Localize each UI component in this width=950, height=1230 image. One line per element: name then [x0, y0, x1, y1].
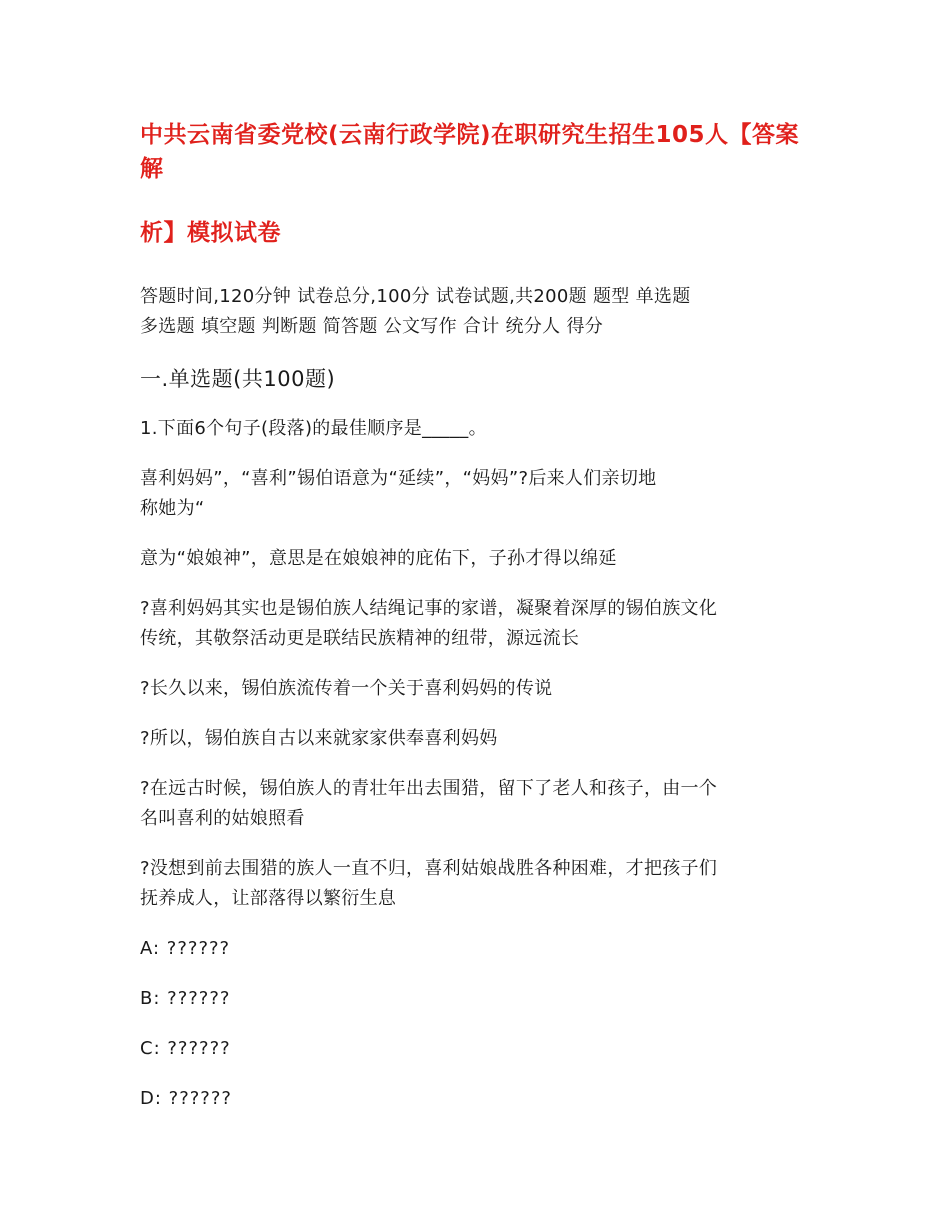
paragraph-1	[140, 464, 810, 524]
paragraph-2	[140, 544, 810, 574]
option-a: A: ??????	[140, 938, 231, 959]
paragraph-3-line-2: 传统，其敬祭活动更是联结民族精神的纽带，源远流长	[140, 628, 580, 649]
paragraph-7-line-2: 抚养成人，让部落得以繁衍生息	[140, 888, 397, 909]
section-heading: 一.单选题(共100题)	[140, 367, 336, 391]
question-stem: 1.下面6个句子(段落)的最佳顺序是_____。	[140, 418, 487, 439]
paragraph-4-line-1: ?长久以来，锡伯族流传着一个关于喜利妈妈的传说	[140, 678, 553, 699]
document-title	[140, 118, 810, 250]
paragraph-7-line-1: ?没想到前去围猎的族人一直不归，喜利姑娘战胜各种困难，才把孩子们	[140, 858, 718, 879]
paragraph-3	[140, 594, 810, 654]
question-1	[140, 414, 810, 1114]
document-page	[140, 118, 810, 1114]
exam-info	[140, 282, 810, 342]
exam-info-line-2: 多选题 填空题 判断题 简答题 公文写作 合计 统分人 得分	[140, 316, 604, 337]
paragraph-5	[140, 724, 810, 754]
paragraph-3-line-1: ?喜利妈妈其实也是锡伯族人结绳记事的家谱，凝聚着深厚的锡伯族文化	[140, 598, 718, 619]
paragraph-2-line-1: 意为“娘娘神”，意思是在娘娘神的庇佑下，子孙才得以绵延	[140, 548, 617, 569]
paragraph-6-line-2: 名叫喜利的姑娘照看	[140, 808, 305, 829]
paragraph-1-line-1: 喜利妈妈”，“喜利”锡伯语意为“延续”，“妈妈”?后来人们亲切地	[140, 468, 657, 489]
paragraph-1-line-2: 称她为“	[140, 498, 205, 519]
option-d: D: ??????	[140, 1088, 232, 1109]
paragraph-6	[140, 774, 810, 834]
paragraph-5-line-1: ?所以，锡伯族自古以来就家家供奉喜利妈妈	[140, 728, 498, 749]
paragraph-4	[140, 674, 810, 704]
title-line-2: 析】模拟试卷	[140, 220, 281, 246]
paragraph-7	[140, 854, 810, 914]
paragraph-6-line-1: ?在远古时候，锡伯族人的青壮年出去围猎，留下了老人和孩子，由一个	[140, 778, 718, 799]
option-c: C: ??????	[140, 1038, 231, 1059]
exam-info-line-1: 答题时间,120分钟 试卷总分,100分 试卷试题,共200题 题型 单选题	[140, 286, 691, 307]
option-b: B: ??????	[140, 988, 231, 1009]
title-line-1: 中共云南省委党校(云南行政学院)在职研究生招生105人【答案解	[140, 122, 800, 182]
